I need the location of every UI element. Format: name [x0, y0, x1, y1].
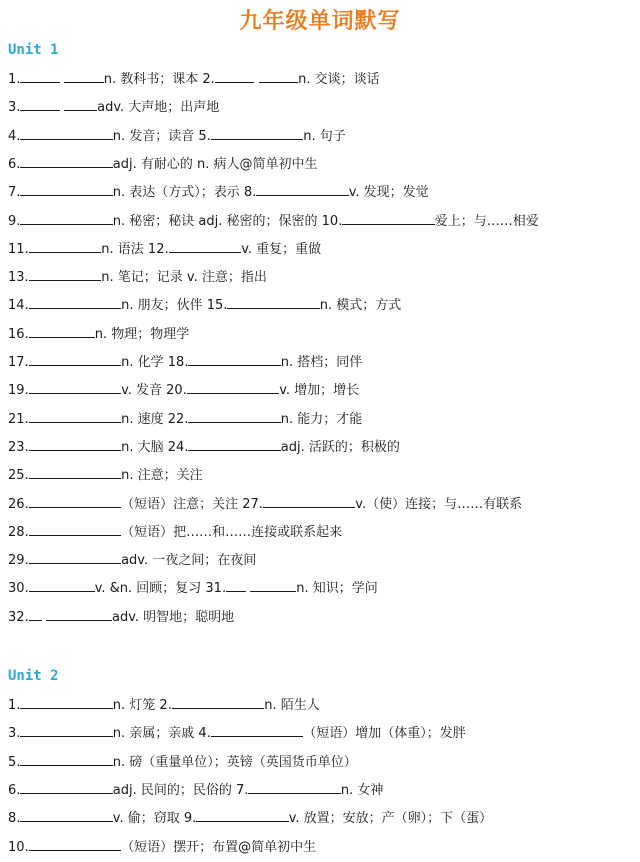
unit-heading-1: Unit 1	[8, 42, 59, 58]
page-title: 九年级单词默写	[239, 9, 401, 34]
vocab-line: 5. n. 磅（重量单位）；英镑（英国货币单位）	[8, 754, 357, 770]
answer-blank[interactable]	[20, 809, 112, 822]
answer-blank[interactable]	[29, 466, 121, 479]
answer-blank[interactable]	[226, 579, 246, 592]
vocab-line: 8. v. 偷；窃取 9. v. 放置；安放；产（卵）；下（蛋）	[8, 811, 493, 827]
answer-blank[interactable]	[20, 724, 112, 737]
answer-blank[interactable]	[211, 724, 303, 737]
answer-blank[interactable]	[29, 325, 95, 338]
answer-blank[interactable]	[64, 98, 97, 111]
answer-blank[interactable]	[259, 70, 299, 83]
vocab-line: 23. n. 大脑 24. adj. 活跃的；积极的	[8, 439, 400, 455]
vocab-line: 28. （短语）把……和……连接或联系起来	[8, 524, 343, 540]
vocab-line: 14. n. 朋友；伙伴 15. n. 模式；方式	[8, 298, 402, 314]
answer-blank[interactable]	[187, 381, 279, 394]
vocab-line: 3. n. 亲属；亲戚 4. （短语）增加（体重）；发胖	[8, 726, 466, 742]
answer-blank[interactable]	[29, 438, 121, 451]
vocab-line: 16. n. 物理；物理学	[8, 326, 190, 342]
answer-blank[interactable]	[248, 781, 340, 794]
answer-blank[interactable]	[172, 696, 264, 709]
answer-blank[interactable]	[188, 353, 280, 366]
answer-blank[interactable]	[29, 495, 121, 508]
answer-blank[interactable]	[46, 608, 112, 621]
answer-blank[interactable]	[20, 127, 112, 140]
vocab-line: 17. n. 化学 18. n. 搭档；同伴	[8, 355, 363, 370]
answer-blank[interactable]	[29, 268, 102, 281]
answer-blank[interactable]	[29, 381, 121, 394]
answer-blank[interactable]	[20, 781, 112, 794]
answer-blank[interactable]	[29, 551, 121, 564]
answer-blank[interactable]	[256, 183, 348, 196]
answer-blank[interactable]	[215, 70, 255, 83]
answer-blank[interactable]	[29, 608, 42, 621]
answer-blank[interactable]	[20, 155, 112, 168]
answer-blank[interactable]	[20, 98, 60, 111]
answer-blank[interactable]	[196, 809, 288, 822]
unit-heading-2: Unit 2	[8, 668, 59, 684]
vocab-line: 19. v. 发音 20. v. 增加；增长	[8, 383, 360, 399]
answer-blank[interactable]	[20, 696, 112, 709]
answer-blank[interactable]	[29, 296, 121, 309]
answer-blank[interactable]	[169, 240, 242, 253]
vocab-line: 3. adv. 大声地；出声地	[8, 100, 220, 116]
answer-blank[interactable]	[263, 495, 355, 508]
answer-blank[interactable]	[29, 838, 121, 851]
answer-blank[interactable]	[64, 70, 104, 83]
vocab-line: 1. n. 教科书；课本 2. n. 交谈；谈话	[8, 72, 380, 87]
vocab-line: 11. n. 语法 12. v. 重复；重做	[8, 241, 322, 257]
answer-blank[interactable]	[29, 240, 102, 253]
answer-blank[interactable]	[29, 579, 95, 592]
answer-blank[interactable]	[250, 579, 296, 592]
vocab-line: 26. （短语）注意；关注 27. v.（使）连接；与……有联系	[8, 496, 523, 512]
vocab-line: 7. n. 表达（方式）；表示 8. v. 发现；发觉	[8, 185, 429, 201]
answer-blank[interactable]	[29, 410, 121, 423]
answer-blank[interactable]	[211, 127, 303, 140]
answer-blank[interactable]	[20, 183, 112, 196]
answer-blank[interactable]	[29, 523, 121, 536]
vocab-line: 32. adv. 明智地；聪明地	[8, 609, 235, 625]
vocab-line: 1. n. 灯笼 2. n. 陌生人	[8, 698, 320, 713]
answer-blank[interactable]	[20, 753, 112, 766]
answer-blank[interactable]	[29, 353, 121, 366]
answer-blank[interactable]	[188, 410, 280, 423]
vocab-line: 10. （短语）摆开；布置@简单初中生	[8, 839, 317, 855]
vocab-line: 29. adv. 一夜之间；在夜间	[8, 553, 257, 569]
vocab-line: 13. n. 笔记；记录 v. 注意；指出	[8, 270, 267, 286]
answer-blank[interactable]	[342, 212, 434, 225]
vocab-line: 30. v. &n. 回顾；复习 31. n. 知识；学问	[8, 581, 378, 597]
vocab-line: 4. n. 发音；读音 5. n. 句子	[8, 128, 346, 144]
vocab-line: 25. n. 注意；关注	[8, 468, 203, 484]
answer-blank[interactable]	[20, 212, 112, 225]
answer-blank[interactable]	[188, 438, 280, 451]
answer-blank[interactable]	[227, 296, 319, 309]
vocab-line: 6. adj. 民间的；民俗的 7. n. 女神	[8, 782, 384, 798]
vocab-line: 6. adj. 有耐心的 n. 病人@简单初中生	[8, 156, 318, 172]
vocab-line: 21. n. 速度 22. n. 能力；才能	[8, 411, 363, 427]
answer-blank[interactable]	[20, 70, 60, 83]
vocab-line: 9. n. 秘密；秘诀 adj. 秘密的；保密的 10. 爱上；与……相爱	[8, 213, 539, 229]
